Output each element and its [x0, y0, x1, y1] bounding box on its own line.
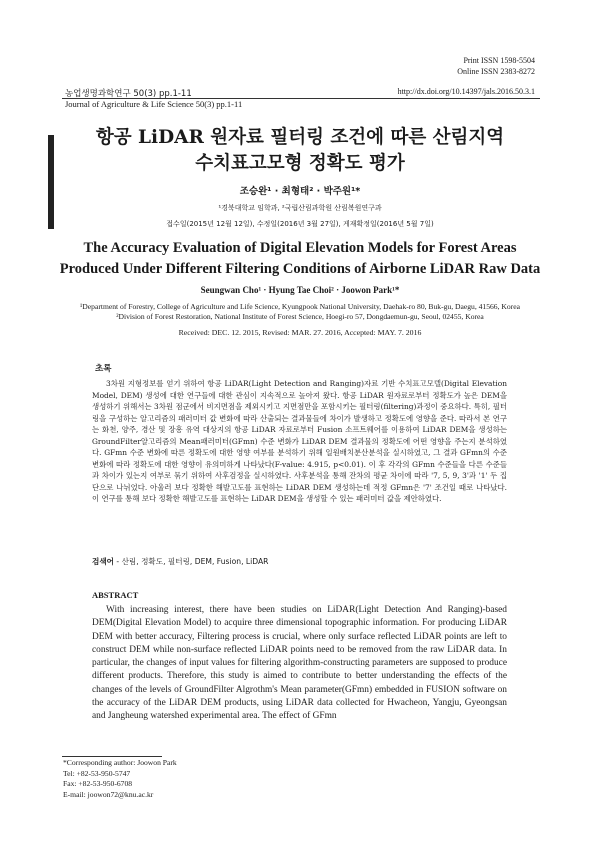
- dates-kr: 접수일(2015년 12월 12일), 수정일(2016년 3월 27일), 게재확정일(2016년 5월 7일): [166, 220, 434, 228]
- doi-link[interactable]: http://dx.doi.org/10.14397/jals.2016.50.3.1: [397, 87, 535, 96]
- keywords-kr-label: 검색어: [92, 557, 115, 566]
- title-sidebar-bar: [48, 135, 54, 229]
- affiliation-en-line2: ²Division of Forest Restoration, National Institute of Forest Science, Hoegi-ro 57, Dongdaemun-gu, Seoul, 02455, Korea: [116, 312, 484, 321]
- print-issn: Print ISSN 1598-5504: [463, 56, 535, 65]
- title-kr-line2: 수치표고모형 정확도 평가: [195, 153, 405, 174]
- footnote: [63, 758, 177, 800]
- keywords-kr-text: - 산림, 정확도, 필터링, DEM, Fusion, LiDAR: [114, 557, 269, 566]
- affiliation-en-line1: ¹Department of Forestry, College of Agriculture and Life Science, Kyungpook National University, Daehak-ro 80, Buk-gu, Daegu, 41566, Korea: [80, 302, 520, 311]
- title-en-line1: The Accuracy Evaluation of Digital Elevation Models for Forest Areas: [83, 240, 517, 256]
- affiliation-en: [55, 302, 545, 322]
- authors-kr: 조승완¹ · 최형태² · 박주원¹*: [239, 186, 361, 197]
- abstract-kr-body: 3차원 지형정보를 얻기 위하여 항공 LiDAR(Light Detection and Ranging)자료 기반 수치표고모델(Digital Elevation Model, DEM) 생성에 대한 연구들에 대한 관심이 지속적으로 높아져 왔다. 항공 LiDAR 원자료로부터 정확도가 높은 DEM을 생성하기 위해서는 3차원 점군에서 비지면점을 제외시키고 지면점만을 포함시키는 필터링(filtering)과정이 중요하다. 특히, 필터링을 구성하는 알고리즘의 패러미터 값 변화에 따라 산출되는 결과물들에 차이가 발생하고 정확도에 영향을 준다. 따라서 본 연구는 화천, 양주, 경산 및 장흥 유역 대상지의 항공 LiDAR 자료로부터 Fusion 소프트웨어를 이용하여 LiDAR DEM을 생성하는 GroundFilter알고리즘의 Mean패러미터(GFmn) 수준 변화가 LiDAR DEM 결과물의 정확도에 어떤 영향을 주는지 분석하였다. GFmn 수준 변화에 따른 정확도에 대한 영향 여부를 분석하기 위해 일원배치분산분석을 실시하였고, 그 결과 GFmn의 수준 변화에 따라 정확도에 대한 영향이 유의미하게 나타났다(F-value: 4.915, p<0.01). 이 후 각각의 GFmn 수준들을 다른 수준들과 차이가 있는지 여부로 묶기 위하여 사후검정을 실시하였다. 사후분석을 통해 잔차의 평균 차이에 따라 '7, 5, 9, 3'과 '1' 두 집단으로 나뉘었다. 아울러 보다 정확한 해발고도를 표현하는 LiDAR DEM 생성하는데 적정 GFmn은 '7' 조건일 때로 나타났다. 이 연구를 통해 보다 정확한 해발고도를 표현하는 LiDAR DEM을 생성할 수 있는 패러미터 값을 제안하였다.: [92, 379, 507, 503]
- title-en-line2: Produced Under Different Filtering Conditions of Airborne LiDAR Raw Data: [59, 261, 541, 277]
- issn-block: [457, 56, 535, 77]
- title-kr-line1: 항공 LiDAR 원자료 필터링 조건에 따른 산림지역: [95, 127, 505, 148]
- footnote-rule: [62, 756, 162, 757]
- author-email[interactable]: E-mail: joowon72@knu.ac.kr: [63, 789, 154, 799]
- abstract-kr-heading: 초록: [95, 364, 112, 374]
- author-fax: Fax: +82-53-950-6708: [63, 779, 133, 788]
- dates-en: Received: DEC. 12. 2015, Revised: MAR. 27. 2016, Accepted: MAY. 7. 2016: [178, 328, 422, 337]
- journal-citation-en: Journal of Agriculture & Life Science 50(3) pp.1-11: [65, 99, 243, 109]
- author-tel: Tel: +82-53-950-5747: [63, 768, 131, 778]
- abstract-en-body: With increasing interest, there have been studies on LiDAR(Light Detection And Ranging)-based DEM(Digital Elevation Model) to acquire three dimensional topographic information. For producing LiDAR DEM with better accuracy, Filtering process is crucial, where only surface reflected LiDAR points are left to construct DEM while non-surface reflected LiDAR points need to be removed from the raw LiDAR data. In particular, the changes of input values for filtering algorithm-constructing parameters are supposed to produce different products. Therefore, this study is aimed to contribute to better understanding the effects of the changes of the levels of GroundFilter Algrothm's Mean parameter(GFmn) embedded in FUSION software on the accuracy of the LiDAR DEM products, using LiDAR data collected for Hwacheon, Yangju, Gyeongsan and Jangheung watershed experimental area. The effect of GFmn: [92, 605, 507, 722]
- journal-citation-kr: 농업생명과학연구 50(3) pp.1-11: [65, 89, 192, 99]
- authors-en: Seungwan Cho¹ · Hyung Tae Choi² · Joowon Park¹*: [200, 285, 400, 295]
- corresponding-author: *Corresponding author: Joowon Park: [63, 758, 177, 767]
- abstract-en-heading: ABSTRACT: [92, 590, 139, 600]
- online-issn: Online ISSN 2383-8272: [457, 66, 535, 76]
- keywords-kr: [92, 556, 268, 567]
- affiliation-kr: ¹경북대학교 임학과, ²국립산림과학원 산림복원연구과: [218, 204, 382, 212]
